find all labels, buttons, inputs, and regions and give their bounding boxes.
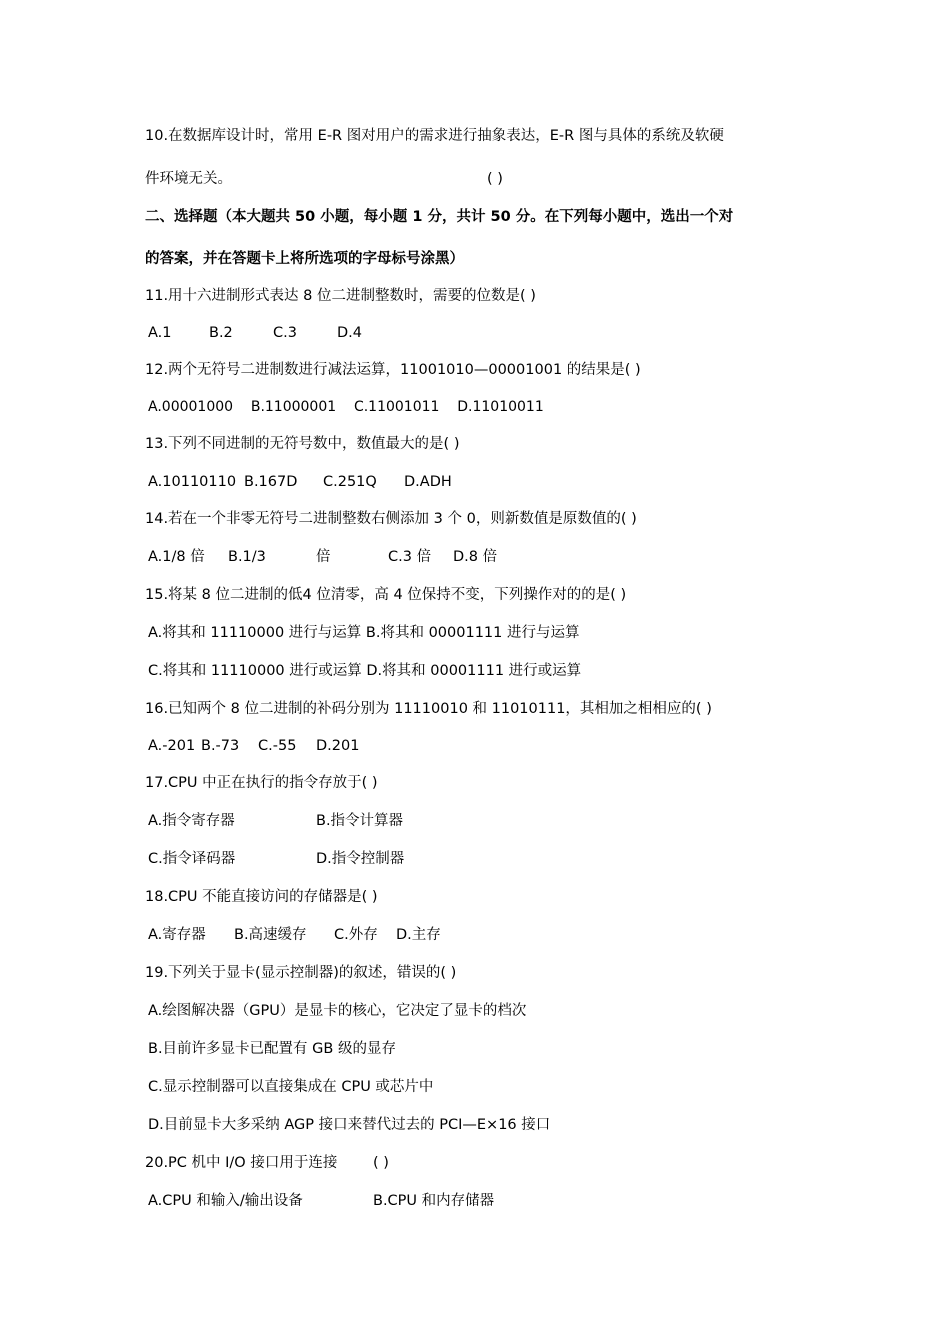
q18-option-d: D.主存 — [396, 927, 441, 943]
q18-stem: 18.CPU 不能直接访问的存储器是( ) — [145, 889, 378, 905]
q12-stem: 12.两个无符号二进制数进行减法运算，11001010—00001001 的结果是( ) — [145, 362, 641, 378]
q10-line1: 10.在数据库设计时，常用 E-R 图对用户的需求进行抽象表达，E-R 图与具体的系统及软硬 — [145, 128, 724, 144]
q10-answer-paren: ( ) — [487, 171, 503, 187]
q14-option-b: B.1/3 — [228, 549, 266, 565]
q20-option-b: B.CPU 和内存储器 — [373, 1193, 495, 1209]
q13-option-b: B.167D — [244, 474, 298, 490]
q13-option-d: D.ADH — [404, 474, 452, 490]
q11-stem: 11.用十六进制形式表达 8 位二进制整数时，需要的位数是( ) — [145, 288, 536, 304]
q14-option-c: C.3 倍 — [388, 549, 432, 565]
q20-option-a: A.CPU 和输入/输出设备 — [148, 1193, 303, 1209]
q14-option-d: D.8 倍 — [453, 549, 498, 565]
q16-option-a: A.-201 — [148, 738, 196, 754]
q15-options-line1: A.将其和 11110000 进行与运算 B.将其和 00001111 进行与运算 — [148, 625, 580, 641]
q12-options: A.00001000 B.11000001 C.11001011 D.11010011 — [148, 399, 544, 415]
q15-stem: 15.将某 8 位二进制的低4 位清零，高 4 位保持不变，下列操作对的的是( ) — [145, 587, 627, 603]
q13-stem: 13.下列不同进制的无符号数中，数值最大的是( ) — [145, 436, 460, 452]
q18-option-a: A.寄存器 — [148, 927, 206, 943]
q15-options-line2: C.将其和 11110000 进行或运算 D.将其和 00001111 进行或运算 — [148, 663, 582, 679]
q19-option-a: A.绘图解决器（GPU）是显卡的核心，它决定了显卡的档次 — [148, 1003, 527, 1019]
q17-option-c: C.指令译码器 — [148, 851, 236, 867]
q14-option-a: A.1/8 倍 — [148, 549, 205, 565]
q16-option-b: B.-73 — [201, 738, 240, 754]
q18-option-b: B.高速缓存 — [234, 927, 307, 943]
q19-option-c: C.显示控制器可以直接集成在 CPU 或芯片中 — [148, 1079, 434, 1095]
q17-option-d: D.指令控制器 — [316, 851, 405, 867]
q16-option-c: C.-55 — [258, 738, 297, 754]
q11-option-b: B.2 — [209, 325, 233, 341]
section-heading-line1: 二、选择题（本大题共 50 小题，每小题 1 分，共计 50 分。在下列每小题中，选出一个对 — [145, 209, 734, 225]
q14-stem: 14.若在一个非零无符号二进制整数右侧添加 3 个 0，则新数值是原数值的( ) — [145, 511, 637, 527]
q14-option-b-suffix: 倍 — [316, 549, 331, 565]
q19-option-d: D.目前显卡大多采纳 AGP 接口来替代过去的 PCI—E×16 接口 — [148, 1117, 551, 1133]
section-heading-line2: 的答案，并在答题卡上将所选项的字母标号涂黑） — [145, 251, 464, 267]
q10-line2: 件环境无关。 — [145, 171, 232, 187]
q18-option-c: C.外存 — [334, 927, 378, 943]
q11-option-d: D.4 — [337, 325, 362, 341]
q20-answer-paren: ( ) — [373, 1155, 389, 1171]
q17-option-b: B.指令计算器 — [316, 813, 404, 829]
q17-option-a: A.指令寄存器 — [148, 813, 235, 829]
q20-stem: 20.PC 机中 I/O 接口用于连接 — [145, 1155, 338, 1171]
q13-option-c: C.251Q — [323, 474, 377, 490]
q16-option-d: D.201 — [316, 738, 360, 754]
q11-option-c: C.3 — [273, 325, 297, 341]
q13-option-a: A.10110110 — [148, 474, 237, 490]
q17-stem: 17.CPU 中正在执行的指令存放于( ) — [145, 775, 378, 791]
q11-option-a: A.1 — [148, 325, 172, 341]
q16-stem: 16.已知两个 8 位二进制的补码分别为 11110010 和 11010111，其相加之相相应的( ) — [145, 701, 712, 717]
q19-option-b: B.目前许多显卡已配置有 GB 级的显存 — [148, 1041, 396, 1057]
q19-stem: 19.下列关于显卡(显示控制器)的叙述，错误的( ) — [145, 965, 457, 981]
